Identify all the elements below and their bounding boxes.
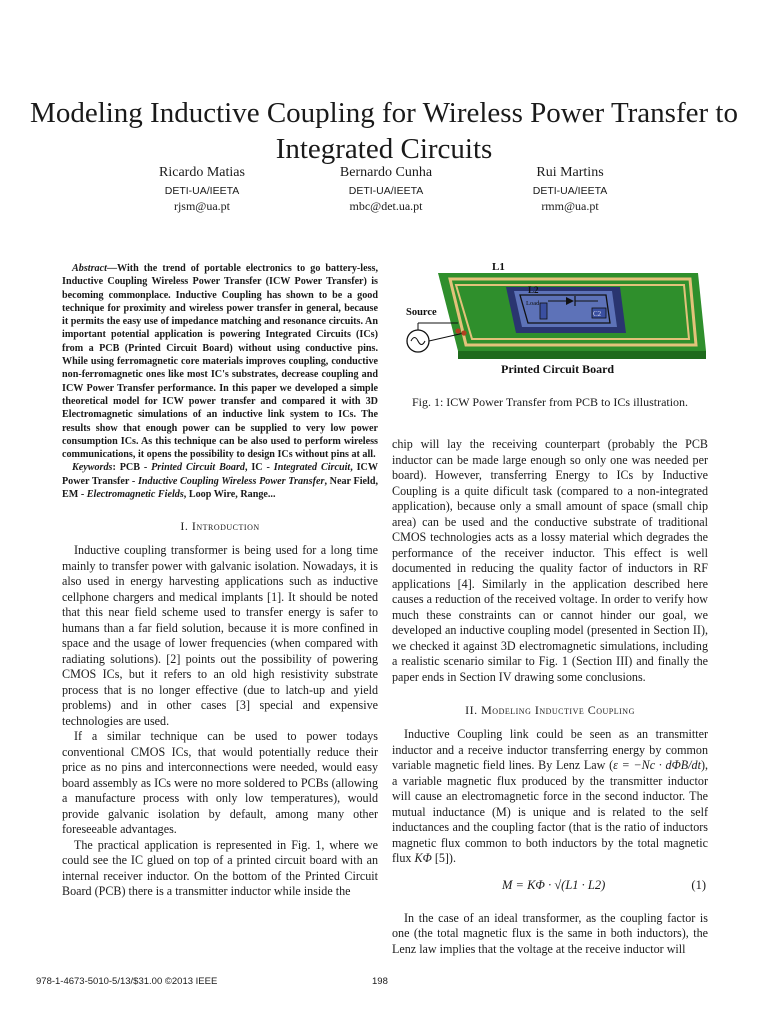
keyword-term: IC xyxy=(251,462,263,474)
author-email: mbc@det.ua.pt xyxy=(349,199,423,213)
page-number: 198 xyxy=(372,976,388,987)
keywords-lead: Keywords xyxy=(72,462,113,474)
label-c2: C2 xyxy=(593,310,602,318)
equation-number: (1) xyxy=(691,877,706,892)
paragraph xyxy=(392,727,708,867)
right-column xyxy=(392,437,708,957)
keywords-list: PCB - Printed Circuit Board, IC - Integrated Circuit, ICW Power Transfer - Inductive Coupling Wireless Power Transfer, Near Field, EM - Electromagnetic Fields, Loop Wire, Range... xyxy=(62,462,379,501)
author-email: rjsm@ua.pt xyxy=(173,199,231,213)
paragraph: If a similar technique can be used to power todays conventional CMOS ICs, that would potentially reduce their price as no pins and interconnections were needed, would easy board assembly as ICs were no more soldered to PCBs (allowing a manufacture process with only low temperatures), would provide galvanic isolation by default, among many other foreseeable advantages. xyxy=(62,729,378,837)
keyword-term: PCB xyxy=(119,462,140,474)
abstract xyxy=(62,262,378,461)
author-name: Rui Martins xyxy=(536,165,604,180)
keyword-term: Range... xyxy=(240,489,276,501)
left-column xyxy=(62,262,378,900)
author-affiliation: DETI-UA/IEETA xyxy=(164,185,240,197)
paragraph: The practical application is represented in Fig. 1, where we could see the IC glued on top of a printed circuit board with an internal receiver inductor. On the bottom of the Printed Circuit Board (PCB) there is a transmitter inductor while inside the xyxy=(62,837,378,899)
author-affiliation: DETI-UA/IEETA xyxy=(532,185,608,197)
figure-caption: Fig. 1: ICW Power Transfer from PCB to ICs illustration. xyxy=(411,395,689,409)
paragraph: In the case of an ideal transformer, as the coupling factor is one (the total magnetic flux is the same in both inductors), the Lenz law implies that the voltage at the receive inductor will xyxy=(392,910,708,956)
equation-1 xyxy=(392,873,708,903)
equation-text: M = KΦ · √(L1 · L2) xyxy=(502,877,606,892)
author-affiliation: DETI-UA/IEETA xyxy=(348,185,424,197)
label-load: Load xyxy=(526,300,540,307)
load-resistor xyxy=(540,303,547,319)
abstract-text: —With the trend of portable electronics to go battery-less, Inductive Coupling Wireless Power Transfer (ICW Power Transfer) is becoming commonplace. Inductive Coupling has shown to be a good technique for proximity and wireless power transfer in general, because it permits the easy use of impedance matching and resonance circuits. An important potential application is powering Integrated Circuits (ICs) from a PCB (Printed Circuit Board) without using conductive pins. While using ferromagnetic core materials improves coupling, conductive non-ferromagnetic ones like most IC's substrates, decrease coupling and ICW Power Transfer performance. In this paper we developed a simple theoretical model for ICW power transfer and compared it with 3D Electromagnetic simulations of an inductive link system to ICs. The results show that enough power can be supplied to very low power consumption ICs. As this technique can be also used to perform wireless communications, it opens the possibility to design ICs without pins at all. xyxy=(62,263,378,461)
author-block xyxy=(470,164,670,214)
copyright-footer: 978-1-4673-5010-5/13/$31.00 ©2013 IEEE xyxy=(36,976,218,987)
keyword-term: EM xyxy=(62,489,79,501)
label-board: Printed Circuit Board xyxy=(501,362,615,376)
keywords: Keywords: PCB - Printed Circuit Board, IC - Integrated Circuit, ICW Power Transfer - Inductive Coupling Wireless Power Transfer, Near Field, EM - Electromagnetic Fields, Loop Wire, Range... xyxy=(62,462,379,501)
keyword-term: Near Field xyxy=(329,475,376,487)
pcb-board-edge xyxy=(458,351,706,359)
figure-pcb-illustration xyxy=(398,253,706,385)
author-block xyxy=(102,164,302,214)
author-name: Bernardo Cunha xyxy=(339,165,433,180)
section-heading: II. Modeling Inductive Coupling xyxy=(465,703,635,717)
paragraph: chip will lay the receiving counterpart (probably the PCB inductor can be made large enough so only one was needed per board). However, transferring Energy to ICs by Inductive Coupling is a quite dificult task (compared to a non-integrated application), because only a small amount of space (small chip area) can be used and the conductive substrate of traditional CMOS technologies acts as a lossy material which degrades the performance of the receiver inductor. This effect is well documented in reducing the quality factor of inductors in RF applications [4]. Similarly in the application described here causes a reduction of the received voltage. In order to verify how much these constraints can or cannot hinder our goal, we developed an inductive coupling model (presented in Section II), we checked it against 3D electromagnetic simulations, including a realistic scenario similar to Fig. 1 (Section III) and finally the paper ends in Section IV drawing some conclusions. xyxy=(392,437,708,684)
connector-pad xyxy=(461,330,466,335)
keyword-term: Loop Wire xyxy=(188,489,236,501)
kphi-symbol: KΦ xyxy=(414,851,432,865)
author-block xyxy=(286,164,486,214)
label-l2: L2 xyxy=(528,285,539,295)
author-name: Ricardo Matias xyxy=(159,165,245,180)
abstract-lead: Abstract xyxy=(72,263,107,274)
text-span: Inductive Coupling link could be seen as an transmitter inductor and a receive inductor transferring energy by common variable magnetic field lines. By Lenz Law ( xyxy=(392,727,708,772)
keyword-definition: Integrated Circuit xyxy=(273,462,351,474)
label-l1: L1 xyxy=(492,261,505,273)
author-email: rmm@ua.pt xyxy=(541,199,599,213)
keyword-definition: Inductive Coupling Wireless Power Transfer xyxy=(137,475,325,487)
connector-pad xyxy=(455,328,460,333)
keyword-term: ICW Power Transfer xyxy=(62,462,378,487)
section-heading: I. Introduction xyxy=(180,519,260,534)
paper-title: Modeling Inductive Coupling for Wireless Power Transfer to Integrated Circuits xyxy=(30,97,738,166)
keyword-definition: Printed Circuit Board xyxy=(151,462,245,474)
keyword-definition: Electromagnetic Fields xyxy=(86,489,184,501)
lenz-law-formula: ε = −Nc · dΦB/dt xyxy=(613,758,701,772)
text-span: ), a variable magnetic flux produced by the transmitter inductor will cause an electromagnetic force in the second inductor. The mutual inductance (M) is unique and is related to the self inductances and the coupling factor (that is the ratio of inductors magnetic flux common to both inductors by the total magnetic flux xyxy=(392,758,709,865)
text-span: [5]). xyxy=(431,851,456,865)
paragraph: Inductive coupling transformer is being used for a long time mainly to transfer power with galvanic isolation. Nowadays, it is also used in energy harvesting applications such as inductive cellphone chargers and medical implants [1]. It should be noted that this near field scheme used to transfer energy is safer to humans than a far field solution, because it is more confined in space and the usage of lower frequencies (when compared with radiating solutions). [2] points out the possibility of powering CMOS ICs, but it refers to an old high resistivity substrate process that is no longer effective (due to latch-up and yield problems) and in other cases [3] special and expensive technologies are used. xyxy=(62,543,378,728)
label-source: Source xyxy=(406,307,437,318)
